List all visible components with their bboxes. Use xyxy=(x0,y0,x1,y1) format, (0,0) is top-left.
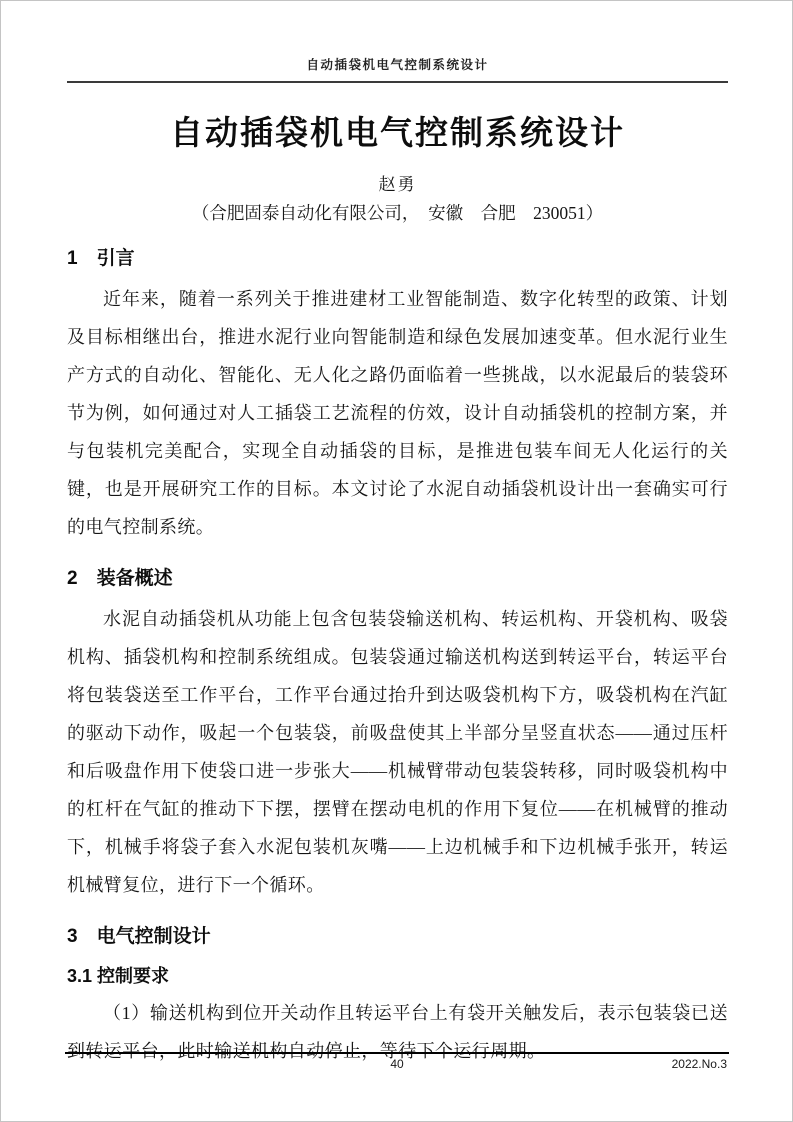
section-2-paragraph: 水泥自动插袋机从功能上包含包装袋输送机构、转运机构、开袋机构、吸袋机构、插袋机构和控制系统组成。包装袋通过输送机构送到转运平台，转运平台将包装袋送至工作平台，工作平台通过抬升到达吸袋机构下方，吸袋机构在汽缸的驱动下动作，吸起一个包装袋，前吸盘使其上半部分呈竖直状态——通过压杆和后吸盘作用下使袋口进一步张大——机械臂带动包装袋转移，同时吸袋机构中的杠杆在气缸的推动下下摆，摆臂在摆动电机的作用下复位——在机械臂的推动下，机械手将袋子套入水泥包装机灰嘴——上边机械手和下边机械手张开，转运机械臂复位，进行下一个循环。 xyxy=(67,609,728,895)
author-name: 赵勇 xyxy=(378,175,417,194)
section-3-heading: 3 电气控制设计 xyxy=(67,926,211,947)
section-1-heading: 1 引言 xyxy=(67,248,135,269)
page-number: 40 xyxy=(390,1057,404,1071)
issue-label: 2022.No.3 xyxy=(671,1057,727,1071)
paper-title: 自动插袋机电气控制系统设计 xyxy=(170,114,625,151)
subsection-3-1-paragraph: （1）输送机构到位开关动作且转运平台上有袋开关触发后，表示包装袋已送到转运平台，此时输送机构自动停止，等待下个运行周期。 xyxy=(67,1003,728,1061)
section-2-heading: 2 装备概述 xyxy=(67,568,173,589)
author-affiliation: （合肥固泰自动化有限公司， 安徽 合肥 230051） xyxy=(191,203,604,223)
running-head-title: 自动插袋机电气控制系统设计 xyxy=(67,55,728,83)
subsection-3-1-heading: 3.1 控制要求 xyxy=(67,966,170,986)
page-footer xyxy=(65,1052,729,1076)
section-1-paragraph: 近年来，随着一系列关于推进建材工业智能制造、数字化转型的政策、计划及目标相继出台，推进水泥行业向智能制造和绿色发展加速变革。但水泥行业生产方式的自动化、智能化、无人化之路仍面临着一些挑战，以水泥最后的装袋环节为例，如何通过对人工插袋工艺流程的仿效，设计自动插袋机的控制方案，并与包装机完美配合，实现全自动插袋的目标，是推进包装车间无人化运行的关键，也是开展研究工作的目标。本文讨论了水泥自动插袋机设计出一套确实可行的电气控制系统。 xyxy=(67,289,728,537)
